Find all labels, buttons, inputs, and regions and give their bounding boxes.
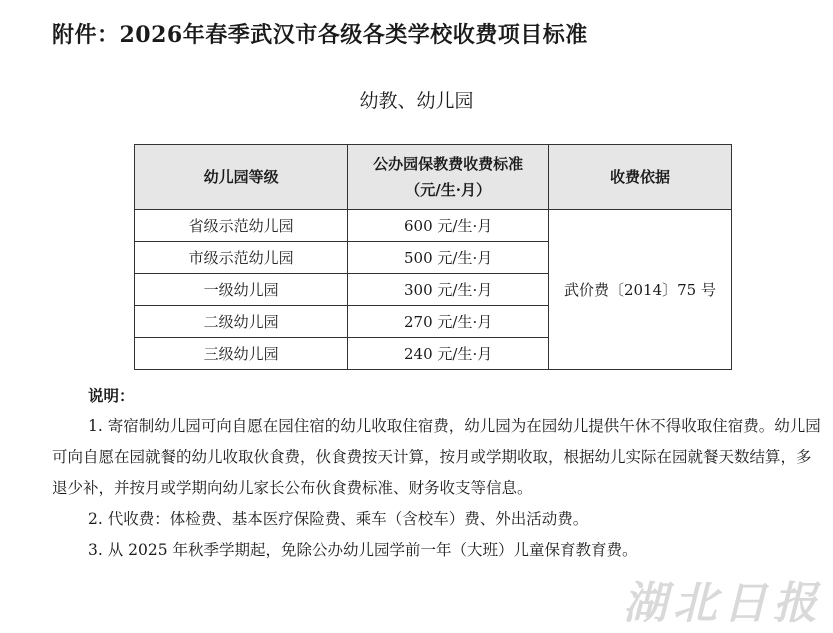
row-level: 一级幼儿园 [135, 274, 348, 306]
header-level: 幼儿园等级 [135, 145, 348, 210]
header-basis: 收费依据 [548, 145, 731, 210]
row-level: 市级示范幼儿园 [135, 242, 348, 274]
row-level: 二级幼儿园 [135, 306, 348, 338]
row-fee: 240 元/生·月 [348, 338, 549, 370]
header-fee-line2: （元/生·月） [405, 181, 491, 199]
row-level: 省级示范幼儿园 [135, 210, 348, 242]
row-fee: 270 元/生·月 [348, 306, 549, 338]
row-fee: 500 元/生·月 [348, 242, 549, 274]
notes-section [52, 380, 822, 566]
document-title: 附件：2026年春季武汉市各级各类学校收费项目标准 [52, 22, 588, 48]
section-title: 幼教、幼儿园 [359, 90, 474, 112]
fee-table [134, 144, 732, 370]
basis-cell: 武价费〔2014〕75 号 [548, 210, 731, 370]
row-fee: 600 元/生·月 [348, 210, 549, 242]
table-header-row [135, 145, 732, 210]
row-fee: 300 元/生·月 [348, 274, 549, 306]
notes-label: 说明： [88, 386, 135, 405]
note-item: 3. 从 2025 年秋季学期起，免除公办幼儿园学前一年（大班）儿童保育教育费。 [88, 541, 638, 559]
watermark-logo: 湖北日报 [623, 578, 823, 629]
row-level: 三级幼儿园 [135, 338, 348, 370]
note-item: 2. 代收费：体检费、基本医疗保险费、乘车（含校车）费、外出活动费。 [88, 510, 589, 528]
header-fee-line1: 公办园保教费收费标准 [373, 155, 524, 173]
header-fee [348, 145, 549, 210]
table-row [135, 210, 732, 242]
note-item: 1. 寄宿制幼儿园可向自愿在园住宿的幼儿收取住宿费，幼儿园为在园幼儿提供午休不得收取住宿费。幼儿园可向自愿在园就餐的幼儿收取伙食费，伙食费按天计算，按月或学期收取，根据幼儿实际在园就餐天数结算，多退少补，并按月或学期向幼儿家长公布伙食费标准、财务收支等信息。 [52, 417, 821, 497]
